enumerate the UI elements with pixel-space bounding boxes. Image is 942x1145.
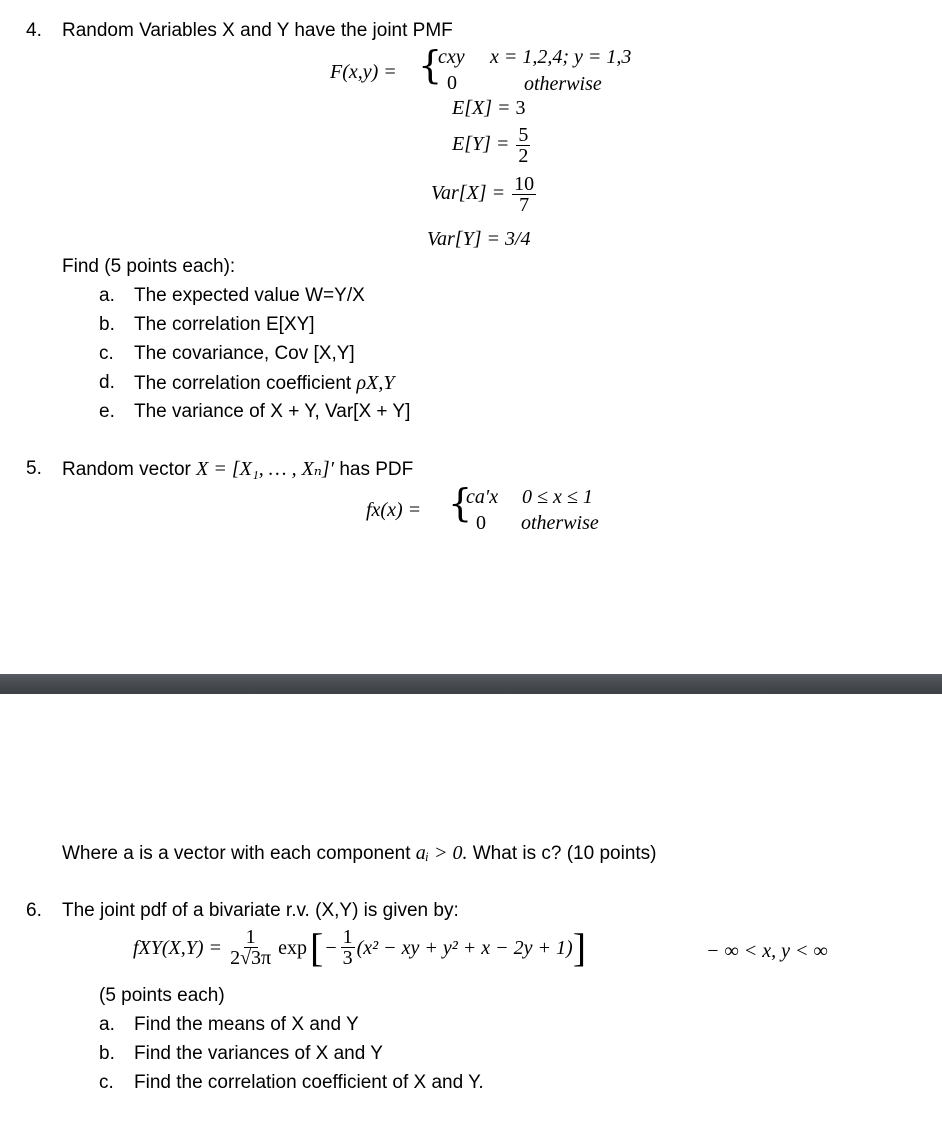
q4-item-c-label: c. <box>99 343 114 364</box>
q4-vary: Var[Y] = 3/4 <box>427 228 531 250</box>
page-separator <box>0 674 942 694</box>
q4-pmf-case2-cond: otherwise <box>524 73 602 95</box>
q6-item-a: Find the means of X and Y <box>134 1014 359 1035</box>
q6-number: 6. <box>26 900 42 921</box>
q4-item-e: The variance of X + Y, Var[X + Y] <box>134 401 411 422</box>
q4-varx: Var[X] = $\frac{10}{7}$ <box>431 173 535 216</box>
q5-where: Where a is a vector with each component aᵢ > 0. What is c? (10 points) <box>62 842 657 864</box>
q4-item-e-label: e. <box>99 401 115 422</box>
q6-pdf-formula: fXY(X,Y) = $\frac{1}{2√3\pi}$ exp [ − $\frac{1}{3}$ (x² − xy + y² + x − 2y + 1) ] <box>133 924 587 970</box>
q6-points: (5 points each) <box>99 985 225 1006</box>
q4-item-c: The covariance, Cov [X,Y] <box>134 343 355 364</box>
q5-pdf-lhs: fx(x) = <box>366 499 422 521</box>
q4-item-a-label: a. <box>99 285 115 306</box>
q6-exp-body: (x² − xy + y² + x − 2y + 1) <box>356 936 573 959</box>
q4-find-heading: Find (5 points each): <box>62 256 236 277</box>
q4-pmf-case1-expr: cxy <box>438 46 465 68</box>
q4-intro: Random Variables X and Y have the joint PMF <box>62 20 453 41</box>
q4-item-b-label: b. <box>99 314 115 335</box>
q4-ex: E[X] = 3 <box>452 97 526 119</box>
q5-case1-expr: ca′x <box>466 486 499 508</box>
q6-domain: − ∞ < x, y < ∞ <box>706 940 828 962</box>
q4-varx-fraction: $\frac{10}{7}$ <box>514 173 535 216</box>
q5-intro: Random vector X = [X₁, … , Xₙ]′ has PDF <box>62 458 414 480</box>
q6-item-c-label: c. <box>99 1072 114 1093</box>
q6-item-c: Find the correlation coefficient of X and Y. <box>134 1072 484 1093</box>
q6-pdf-lhs: fXY(X,Y) = <box>133 936 223 959</box>
q6-exp-fraction: $\frac{1}{3}$ <box>342 926 353 969</box>
q4-ey-fraction: $\frac{5}{2}$ <box>518 124 529 167</box>
q4-item-a: The expected value W=Y/X <box>134 285 365 306</box>
q4-item-b: The correlation E[XY] <box>134 314 315 335</box>
q4-ey: E[Y] = $\frac{5}{2}$ <box>452 124 529 167</box>
q5-number: 5. <box>26 458 42 479</box>
q6-coef-fraction: $\frac{1}{2√3\pi}$ <box>230 926 272 969</box>
q5-case2-expr: 0 <box>476 512 486 534</box>
q4-item-d: The correlation coefficient ρX,Y <box>134 372 395 394</box>
q4-item-d-label: d. <box>99 372 115 393</box>
q4-pmf-case1-cond: x = 1,2,4; y = 1,3 <box>490 46 632 68</box>
q6-intro: The joint pdf of a bivariate r.v. (X,Y) is given by: <box>62 900 459 921</box>
q6-item-a-label: a. <box>99 1014 115 1035</box>
q4-pmf-brace: { <box>418 43 443 87</box>
q5-case2-cond: otherwise <box>521 512 599 534</box>
q4-pmf-case2-expr: 0 <box>447 72 457 94</box>
q4-number: 4. <box>26 20 42 41</box>
q5-pdf-brace: { <box>448 481 473 525</box>
q6-exp-word: exp <box>278 936 308 959</box>
q4-pmf-lhs: F(x,y) = <box>330 61 397 83</box>
q6-item-b-label: b. <box>99 1043 115 1064</box>
q5-case1-cond: 0 ≤ x ≤ 1 <box>522 486 593 508</box>
q6-item-b: Find the variances of X and Y <box>134 1043 383 1064</box>
